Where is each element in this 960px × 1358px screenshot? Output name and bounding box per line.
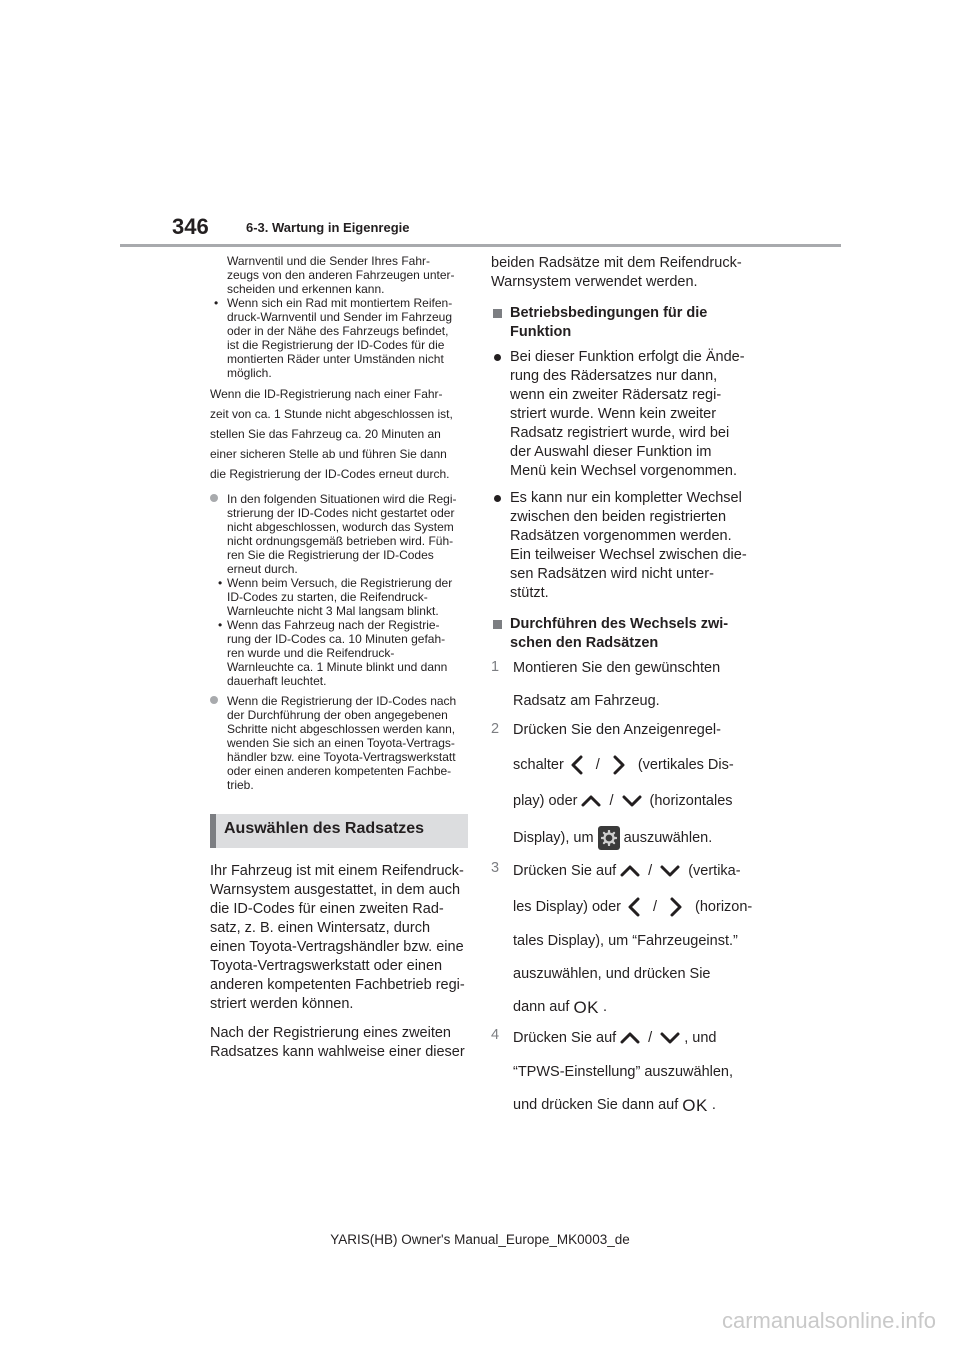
note-bullet-icon (210, 494, 218, 502)
bullet-text: Wenn beim Versuch, die Registrierung der ID-Codes zu starten, die Reifendruck- Warnleuchte nicht 3 Mal langsam blinkt. (227, 576, 453, 618)
paragraph: Ihr Fahrzeug ist mit einem Reifendruck- Warnsystem ausgestattet, in dem auch die ID-Codes für einen zweiten Rad- satz, z. B. einen Wintersatz, durch einen Toyota-Vertragshändler bzw. eine Toyota-Vertragswerkstatt oder einen anderen kompetenten Fachbetrieb regi- striert werden können. (210, 863, 465, 1012)
step-line (513, 1063, 753, 1082)
step-text: (horizon- (695, 898, 753, 915)
step-text: Drücken Sie auf (513, 862, 617, 879)
section-heading-box (210, 814, 468, 848)
step-text: (vertikales Dis- (637, 756, 734, 773)
chevron-left-icon (567, 754, 589, 776)
text-line: zeit von ca. 1 Stunde nicht abgeschlossen ist, (210, 407, 453, 421)
paragraph (210, 384, 472, 484)
subheading-text: Durchführen des Wechsels zwi- schen den Radsätzen (510, 616, 729, 651)
step-number: 1 (491, 659, 500, 675)
step-line (513, 965, 753, 984)
ok-button-symbol: OK (682, 1096, 708, 1115)
subheading-text: Betriebsbedingungen für die Funktion (510, 305, 708, 340)
step-text: auszuwählen. (623, 829, 713, 846)
step-text: Drücken Sie den Anzeigenregel- (513, 722, 721, 738)
step-text: Drücken Sie auf (513, 1029, 617, 1046)
slash-separator: / (648, 862, 653, 879)
chevron-down-icon (659, 860, 681, 882)
text-line: die Registrierung der ID-Codes erneut durch. (210, 467, 450, 481)
text-line: scheiden und erkennen kann. (227, 282, 385, 296)
text-line: Warnventil und die Sender Ihres Fahr- (227, 254, 430, 268)
section-title: Auswählen des Radsatzes (224, 820, 425, 837)
chevron-down-icon (621, 790, 643, 812)
slash-separator: / (595, 756, 600, 773)
note-item (210, 694, 472, 792)
subheading (491, 304, 753, 342)
text-line: zeugs von den anderen Fahrzeugen unter- (227, 268, 455, 282)
step-text: play) oder (513, 792, 578, 809)
step-text: Radsatz am Fahrzeug. (513, 693, 660, 709)
square-bullet-icon (493, 309, 502, 318)
step-number: 3 (491, 860, 500, 876)
subheading (491, 615, 753, 653)
step-line (513, 998, 753, 1017)
text-line: Wenn die ID-Registrierung nach einer Fahr- (210, 387, 443, 401)
chevron-down-icon (659, 1027, 681, 1049)
step-line (513, 896, 753, 918)
step-text: Display), um (513, 829, 594, 846)
note-text: Wenn die Registrierung der ID-Codes nach der Durchführung der oben angegebenen Schritte nicht abgeschlossen werden kann, wenden Sie sich an einen Toyota-Vertrags- händler bzw. eine Toyota-Vertragswerkstatt oder einen anderen kompetenten Fachbe- trieb. (227, 694, 457, 792)
bullet-item (214, 576, 472, 618)
step-text: (horizontales (649, 792, 733, 809)
text-line: stellen Sie das Fahrzeug ca. 20 Minuten an (210, 427, 441, 441)
step-number: 4 (491, 1027, 500, 1043)
chevron-right-icon (607, 754, 629, 776)
step-text: , und (684, 1029, 717, 1046)
section-accent-bar (210, 814, 216, 848)
step-text: “TPWS-Einstellung” auszuwählen, (513, 1064, 734, 1080)
note-bullet-icon (210, 696, 218, 704)
step-text: . (603, 999, 608, 1015)
note-item (210, 492, 472, 688)
step-line (513, 692, 753, 711)
header-divider (120, 244, 841, 247)
note-text: In den folgenden Situationen wird die Regi- strierung der ID-Codes nicht gestartet oder nicht abgeschlossen, wodurch das System nicht ordnungsgemäß betrieben wird. Füh- ren Sie die Registrierung der ID-Codes erneut durch. (227, 492, 457, 576)
step-item (491, 721, 753, 850)
step-number: 2 (491, 721, 500, 737)
slash-separator: / (609, 792, 614, 809)
step-line (513, 790, 753, 812)
step-item (491, 1027, 753, 1115)
bullet-item: • Wenn sich ein Rad mit montiertem Reifen- druck-Warnventil und Sender im Fahrzeug oder in der Nähe des Fahrzeugs befindet, ist die Registrierung der ID-Codes für die montierten Räder unter Umständen nicht möglich. (210, 296, 472, 380)
chevron-up-icon (619, 1027, 641, 1049)
step-text: . (711, 1097, 716, 1113)
section-reference: 6-3. Wartung in Eigenregie (246, 220, 410, 235)
page-number: 346 (172, 214, 209, 239)
ok-button-symbol: OK (573, 998, 600, 1017)
step-line (513, 721, 753, 740)
step-line (513, 860, 753, 882)
step-item (491, 659, 753, 711)
continued-bullet-text (210, 254, 472, 296)
step-line (513, 1027, 753, 1049)
step-line (513, 754, 753, 776)
step-item (491, 860, 753, 1017)
chevron-right-icon (664, 896, 686, 918)
step-text: les Display) oder (513, 898, 621, 915)
right-column (491, 254, 753, 1125)
step-text: auszuwählen, und drücken Sie (513, 966, 711, 982)
left-column (210, 254, 472, 1062)
step-line (513, 932, 753, 951)
chevron-up-icon (580, 790, 602, 812)
step-line (513, 659, 753, 678)
text-line: einer sicheren Stelle ab und führen Sie dann (210, 447, 447, 461)
step-line (513, 1096, 753, 1115)
step-text: dann auf (513, 999, 570, 1015)
bullet-text: Wenn das Fahrzeug nach der Registrie- rung der ID-Codes ca. 10 Minuten gefah- ren wurde und die Reifendruck- Warnleuchte ca. 1 Minute blinkt und dann dauerhaft leuchtet. (227, 618, 448, 688)
slash-separator: / (653, 898, 658, 915)
paragraph: beiden Radsätze mit dem Reifendruck- Warnsystem verwendet werden. (491, 255, 742, 290)
chevron-left-icon (624, 896, 646, 918)
gear-icon (598, 826, 620, 850)
paragraph: Nach der Registrierung eines zweiten Radsatzes kann wahlweise einer dieser (210, 1025, 465, 1060)
slash-separator: / (648, 1029, 653, 1046)
chevron-up-icon (619, 860, 641, 882)
bullet-item (214, 618, 472, 688)
watermark: carmanualsonline.info (721, 1308, 936, 1333)
step-text: und drücken Sie dann auf (513, 1097, 679, 1113)
step-text: schalter (513, 756, 564, 773)
step-text: tales Display), um “Fahrzeugeinst.” (513, 933, 738, 949)
square-bullet-icon (493, 620, 502, 629)
page-footer: YARIS(HB) Owner's Manual_Europe_MK0003_de (330, 1232, 630, 1247)
step-text: (vertika- (688, 862, 741, 879)
step-text: Montieren Sie den gewünschten (513, 660, 721, 676)
list-item: Es kann nur ein kompletter Wechsel zwischen den beiden registrierten Radsätzen vorgenommen werden. Ein teilweiser Wechsel zwischen die- sen Radsätzen wird nicht unter- stützt. (491, 489, 753, 603)
list-item: Bei dieser Funktion erfolgt die Ände- rung des Rädersatzes nur dann, wenn ein zweiter Rädersatz regi- striert wurde. Wenn kein zweiter Radsatz registriert wurde, wird bei der Auswahl dieser Funktion im Menü kein Wechsel vorgenommen. (491, 348, 753, 481)
step-line (513, 826, 753, 850)
